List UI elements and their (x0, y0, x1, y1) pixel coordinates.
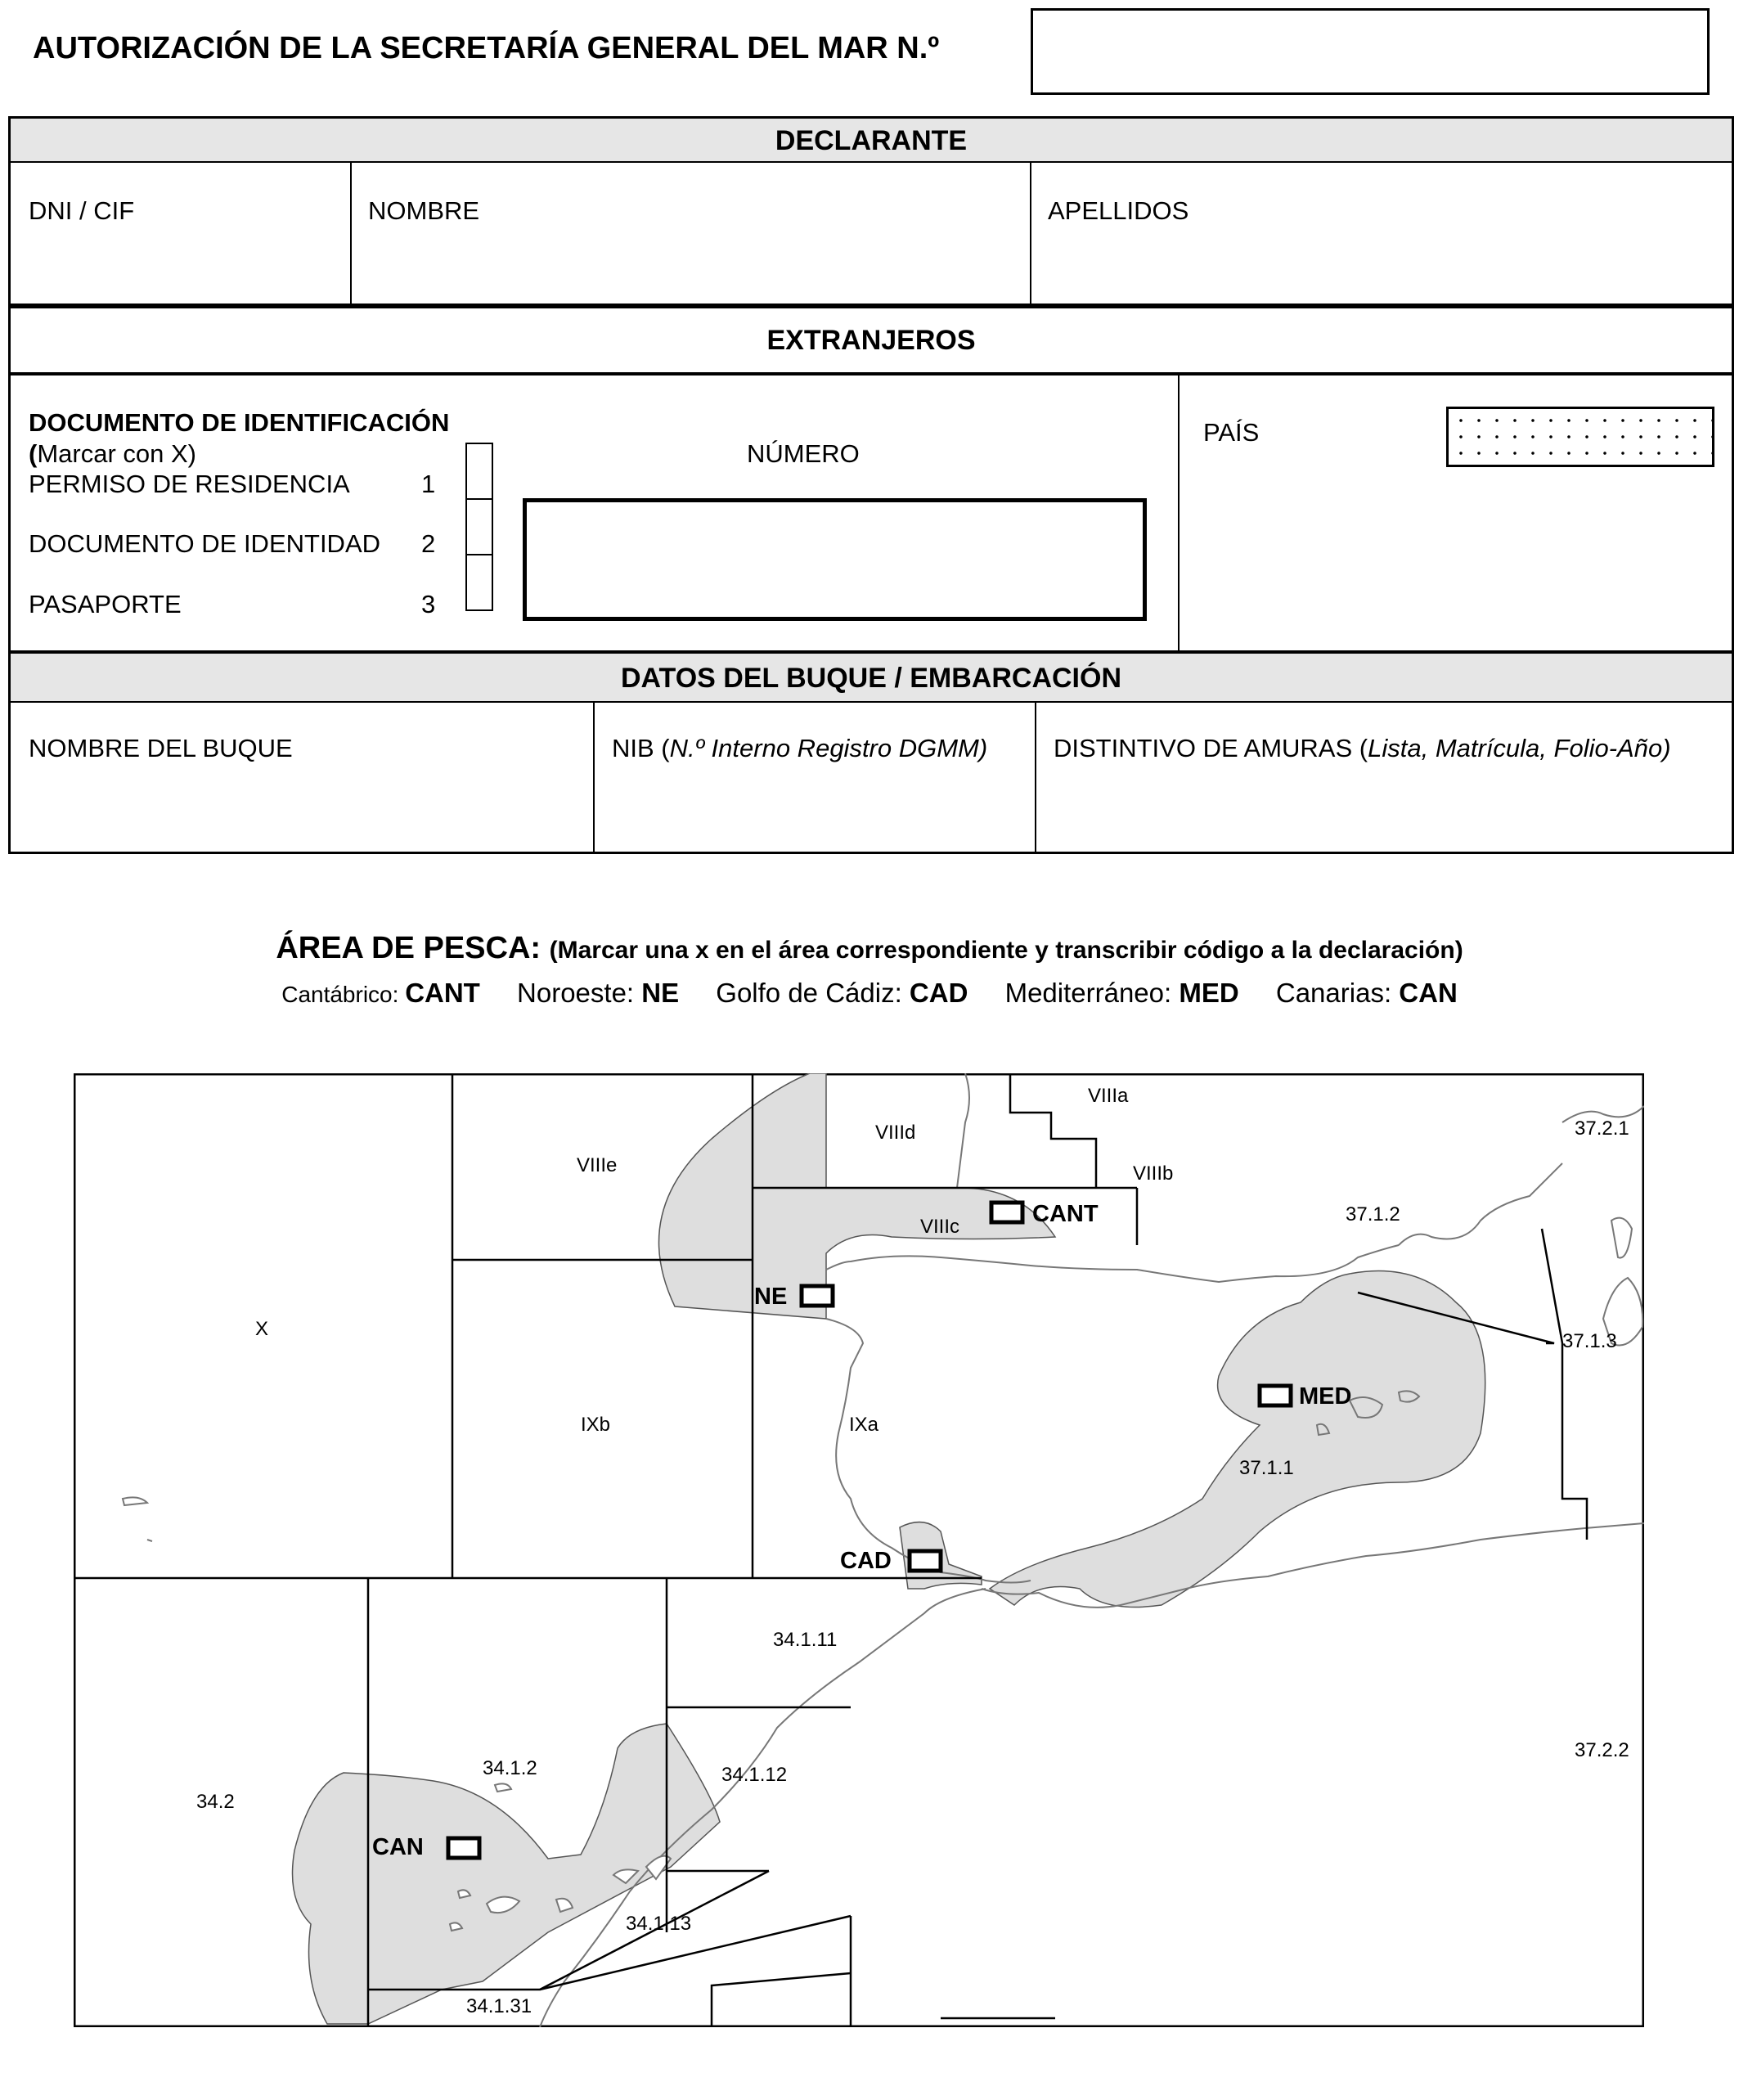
zone-viiia: VIIIa (1088, 1085, 1129, 1107)
checkbox-can[interactable] (448, 1838, 479, 1858)
doc-hint: Marcar con X) (37, 439, 196, 468)
map-label-med: MED (1299, 1383, 1352, 1410)
divider (593, 703, 595, 852)
zone-37-2-2: 37.2.2 (1575, 1739, 1629, 1761)
pais-label: PAÍS (1203, 418, 1260, 447)
nombre-buque-label: NOMBRE DEL BUQUE (29, 734, 293, 762)
nib-label: NIB ( (612, 734, 670, 762)
zone-34-1-11: 34.1.11 (773, 1629, 838, 1651)
map-label-ne: NE (754, 1284, 788, 1310)
dni-label: DNI / CIF (29, 196, 135, 225)
zone-37-1-2: 37.1.2 (1346, 1203, 1400, 1225)
map-label-cad: CAD (840, 1548, 892, 1574)
area-codes-line (0, 978, 1739, 1009)
zone-34-1-31: 34.1.31 (466, 1995, 532, 2017)
option-label-documento: DOCUMENTO DE IDENTIDAD (29, 529, 381, 558)
numero-field[interactable] (523, 498, 1147, 621)
divider (350, 163, 352, 304)
area-title: ÁREA DE PESCA: (276, 931, 541, 965)
option-num-3: 3 (421, 590, 436, 618)
zone-34-1-12: 34.1.12 (721, 1764, 788, 1786)
zone-viiib: VIIIb (1133, 1162, 1174, 1185)
code-name-cant: Cantábrico: (281, 982, 406, 1007)
documento-title: DOCUMENTO DE IDENTIFICACIÓN (29, 408, 450, 437)
map-label-cant: CANT (1032, 1201, 1099, 1227)
numero-label: NÚMERO (747, 439, 860, 468)
checkbox-documento[interactable] (465, 498, 493, 555)
zone-ixb: IXb (581, 1414, 611, 1436)
authorization-number-field[interactable] (1031, 8, 1710, 95)
zone-viiie: VIIIe (577, 1154, 618, 1176)
option-label-permiso: PERMISO DE RESIDENCIA (29, 470, 350, 498)
zone-34-1-2: 34.1.2 (483, 1757, 537, 1779)
area-subtitle: (Marcar una x en el área correspondiente y transcribir código a la declaración) (549, 937, 1463, 964)
distintivo-label: DISTINTIVO DE AMURAS ( (1054, 734, 1368, 762)
zone-34-1-13: 34.1.13 (626, 1913, 692, 1935)
code-can: CAN (1399, 978, 1458, 1008)
form-title: AUTORIZACIÓN DE LA SECRETARÍA GENERAL DEL MAR N.º (33, 31, 940, 65)
checkbox-med[interactable] (1260, 1386, 1291, 1405)
zone-ixa: IXa (849, 1414, 879, 1436)
zone-37-1-3: 37.1.3 (1562, 1330, 1617, 1352)
doc-hint-bracket: ( (29, 439, 38, 468)
divider (1030, 163, 1031, 304)
map-label-can: CAN (372, 1834, 424, 1860)
divider (1035, 703, 1036, 852)
code-med: MED (1179, 978, 1239, 1008)
zone-37-2-1: 37.2.1 (1575, 1117, 1629, 1140)
buque-section (8, 651, 1734, 854)
extranjeros-header-box (8, 306, 1734, 375)
fishing-area-map (74, 1073, 1644, 2027)
zone-37-1-1: 37.1.1 (1239, 1457, 1294, 1479)
checkbox-permiso[interactable] (465, 443, 493, 500)
divider (1178, 375, 1180, 650)
area-title-line (0, 931, 1739, 966)
option-num-1: 1 (421, 470, 436, 498)
apellidos-label: APELLIDOS (1048, 196, 1189, 225)
declarante-section (8, 116, 1734, 306)
distintivo-italic: Lista, Matrícula, Folio-Año) (1368, 734, 1671, 762)
option-label-pasaporte: PASAPORTE (29, 590, 182, 618)
zone-viiid: VIIId (875, 1122, 916, 1144)
code-name-cad: Golfo de Cádiz: (716, 978, 910, 1008)
checkbox-cant[interactable] (991, 1203, 1022, 1222)
nombre-label: NOMBRE (368, 196, 480, 225)
code-name-ne: Noroeste: (517, 978, 642, 1008)
nib-italic: N.º Interno Registro DGMM) (669, 734, 988, 762)
code-ne: NE (641, 978, 680, 1008)
checkbox-cad[interactable] (910, 1551, 941, 1571)
extranjeros-section (8, 373, 1734, 653)
checkbox-pasaporte[interactable] (465, 554, 493, 611)
buque-header: DATOS DEL BUQUE / EMBARCACIÓN (11, 654, 1732, 703)
code-cad: CAD (909, 978, 968, 1008)
zone-x: X (255, 1318, 269, 1340)
pais-field[interactable] (1446, 407, 1714, 467)
zone-viiic: VIIIc (920, 1216, 960, 1238)
option-num-2: 2 (421, 529, 436, 558)
extranjeros-header: EXTRANJEROS (766, 325, 976, 356)
code-cant: CANT (405, 978, 480, 1008)
code-name-can: Canarias: (1275, 978, 1400, 1008)
checkbox-ne[interactable] (802, 1286, 833, 1306)
code-name-med: Mediterráneo: (1004, 978, 1180, 1008)
zone-34-2: 34.2 (196, 1791, 235, 1813)
declarante-header: DECLARANTE (11, 119, 1732, 163)
